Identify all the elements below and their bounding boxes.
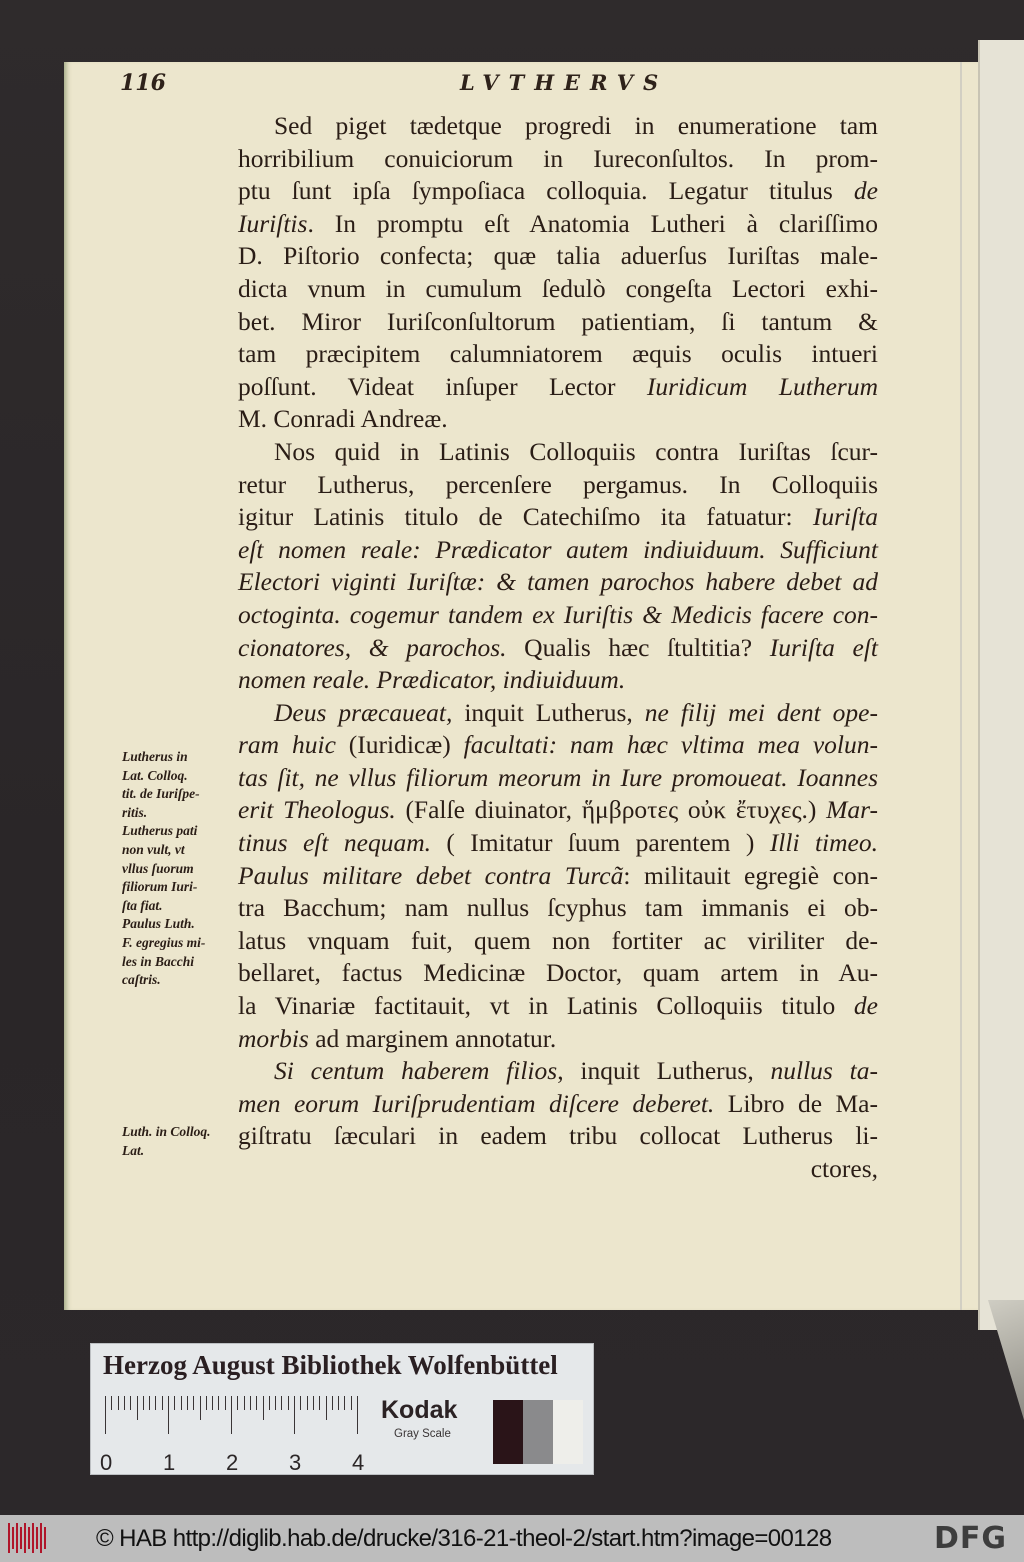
text-line: ctores,: [810, 1154, 878, 1183]
running-head: [120, 70, 880, 100]
source-url-link[interactable]: © HAB http://diglib.hab.de/drucke/316-21-theol-2/start.htm?image=00128: [96, 1525, 832, 1552]
text-line: erit Theologus. (Falſe diuinator, ἥμβροτες οὐκ ἔτυχες.) Mar-: [238, 795, 879, 825]
page-fold-line: [960, 62, 962, 1310]
ruler-scale: 0 1 2 3 4: [105, 1396, 355, 1442]
text-line: poſſunt. Videat inſuper Lector Iuridicum Lutherum: [238, 371, 878, 401]
text-line: latus vnquam fuit, quem non fortiter ac viriliter de-: [238, 925, 878, 955]
dfg-logo: DFG: [934, 1521, 1008, 1556]
margin-note: Lutherus in Lat. Colloq. tit. de Iuriſpe- ritis. Lutherus pati non vult, vt vllus ſuorum filiorum Iuri- ſta fiat. Paulus Luth. F. egregius mi- les in Bacchi caſtris.: [122, 749, 206, 988]
gray-swatch: [523, 1400, 553, 1464]
gray-swatch: [493, 1400, 523, 1464]
text-line: tinus eſt nequam. ( Imitatur ſuum parentem ) Illi timeo.: [238, 828, 878, 858]
gray-scale-label: Gray Scale: [394, 1428, 451, 1440]
text-line: M. Conradi Andreæ.: [238, 404, 448, 434]
body-text: [238, 110, 878, 1186]
margin-note: Luth. in Colloq. Lat.: [122, 1124, 211, 1158]
text-line: bellaret, factus Medicinæ Doctor, quam artem in Au-: [238, 958, 878, 988]
library-name: Herzog August Bibliothek Wolfenbüttel: [103, 1350, 558, 1380]
text-line: retur Lutherus, percenſere pergamus. In Colloquiis: [238, 469, 878, 499]
text-line: octoginta. cogemur tandem ex Iuriſtis & Medicis facere con-: [238, 599, 878, 629]
text-line: morbis ad marginem annotatur.: [238, 1023, 557, 1053]
text-line: Si centum haberem filios, inquit Lutherus, nullus ta-: [274, 1056, 878, 1086]
facing-page-edge: [978, 40, 1024, 1330]
text-line: Electori viginti Iuriſtæ: & tamen parochos habere debet ad: [238, 567, 878, 597]
text-line: men eorum Iuriſprudentiam diſcere deberet. Libro de Ma-: [238, 1088, 878, 1118]
text-line: tam præcipitem calumniatorem æquis oculis intueri: [238, 339, 878, 369]
text-line: ram huic (Iuridicæ) facultati: nam hæc vltima mea volun-: [238, 730, 878, 760]
hab-logo-icon: [8, 1523, 48, 1553]
running-head-title: LVTHERVS: [460, 70, 669, 95]
text-line: la Vinariæ factitauit, vt in Latinis Colloquiis titulo de: [238, 991, 878, 1021]
page-number: 116: [120, 70, 166, 96]
text-line: D. Piſtorio confecta; quæ talia aduerſus Iuriſtas male-: [238, 241, 878, 271]
text-line: Deus præcaueat, inquit Lutherus, ne filij mei dent ope-: [274, 697, 878, 727]
text-line: dicta vnum in cumulum ſedulò congeſta Lectori exhi-: [238, 273, 878, 303]
text-line: Sed piget tædetque progredi in enumeratione tam: [274, 111, 878, 140]
color-calibration-card: [90, 1343, 594, 1475]
text-line: tas ſit, ne vllus filiorum meorum in Iure promoueat. Ioannes: [238, 762, 878, 792]
text-line: eſt nomen reale: Prædicator autem indiuiduum. Sufficiunt: [238, 534, 878, 564]
text-line: Iuriſtis. In promptu eſt Anatomia Lutheri à clariſſimo: [238, 208, 878, 238]
text-line: Nos quid in Latinis Colloquiis contra Iuriſtas ſcur-: [274, 436, 878, 466]
text-line: tra Bacchum; nam nullus ſcyphus tam immanis ei ob-: [238, 893, 878, 923]
text-line: ptu ſunt ipſa ſympoſiaca colloquia. Legatur titulus de: [238, 176, 878, 206]
footer-bar: [0, 1515, 1024, 1562]
text-line: igitur Latinis titulo de Catechiſmo ita fatuatur: Iuriſta: [238, 502, 878, 532]
text-line: nomen reale. Prædicator, indiuiduum.: [238, 665, 626, 695]
text-line: Paulus militare debet contra Turcã: militauit egregiè con-: [238, 860, 878, 890]
gray-swatch: [553, 1400, 583, 1464]
text-line: cionatores, & parochos. Qualis hæc ſtultitia? Iuriſta eſt: [238, 632, 878, 662]
kodak-logo: Kodak: [381, 1396, 458, 1424]
text-line: bet. Miror Iuriſconſultorum patientiam, ſi tantum &: [238, 306, 878, 336]
text-line: horribilium conuiciorum in Iureconſultos. In prom-: [238, 143, 878, 173]
text-line: giſtratu ſæculari in eadem tribu collocat Lutherus li-: [238, 1121, 878, 1151]
